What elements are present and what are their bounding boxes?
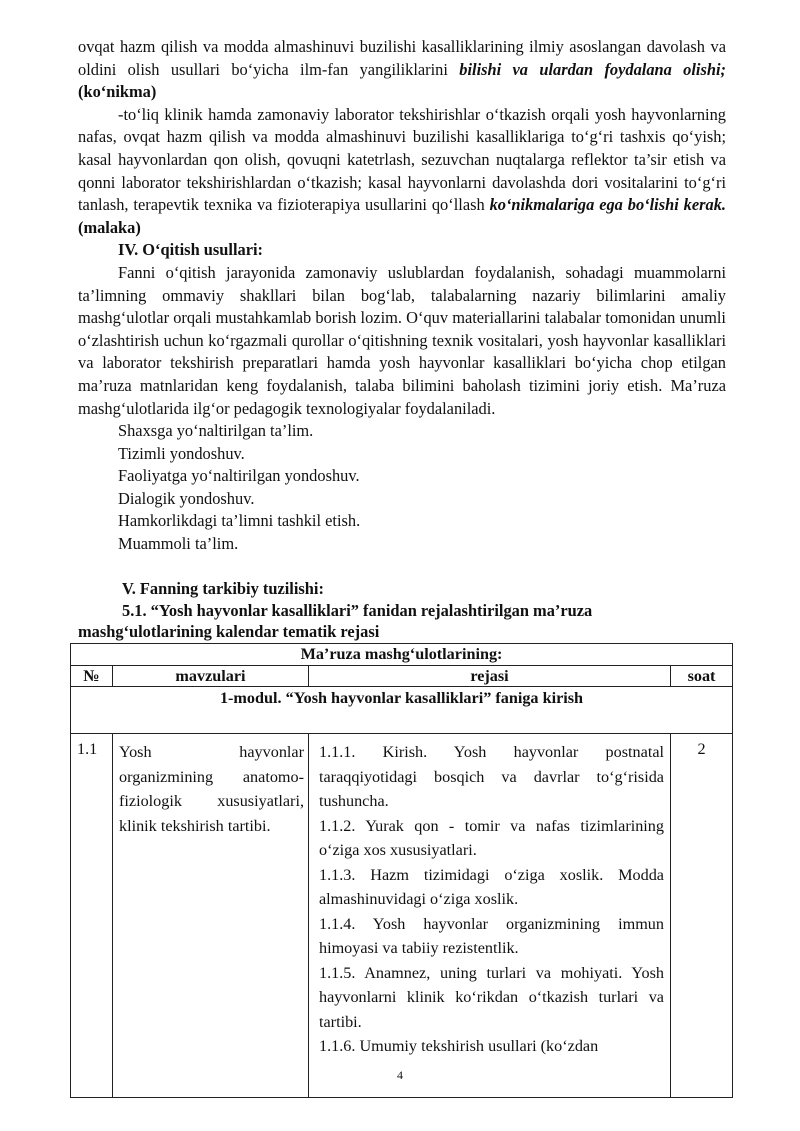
row-plan xyxy=(309,734,671,1098)
plan-item: 1.1.4. Yosh hayvonlar organizmining immun himoyasi va tabiiy rezistentlik. xyxy=(319,914,664,957)
document-body xyxy=(78,36,726,641)
paragraph-2-emphasis: ko‘nikmalariga ega bo‘lishi kerak. xyxy=(489,195,726,215)
section-4-heading: IV. O‘qitish usullari: xyxy=(118,240,263,260)
paragraph-1-tail: (ko‘nikma) xyxy=(78,82,157,102)
paragraph-1 xyxy=(78,36,726,104)
section-5-subheading-line1: 5.1. “Yosh hayvonlar kasalliklari” fanidan rejalashtirilgan ma’ruza xyxy=(122,601,593,621)
plan-item: 1.1.5. Anamnez, uning turlari va mohiyati. Yosh hayvonlarni klinik ko‘rikdan o‘tkazish turlari va tartibi. xyxy=(319,963,664,1031)
lecture-plan-table xyxy=(70,643,732,1098)
list-item: Shaxsga yo‘naltirilgan ta’lim. xyxy=(118,421,314,441)
list-item: Hamkorlikdagi ta’limni tashkil etish. xyxy=(118,511,361,531)
column-header-hours: soat xyxy=(671,666,733,687)
row-number: 1.1 xyxy=(71,734,113,1098)
list-item: Dialogik yondoshuv. xyxy=(118,488,255,508)
row-topic: Yosh hayvonlar organizmining anatomo-fiziologik xususiyatlari, klinik tekshirish tartibi. xyxy=(113,734,309,1098)
methods-list xyxy=(118,420,726,556)
page-number: 4 xyxy=(397,1068,403,1082)
paragraph-2-text: -to‘liq klinik hamda zamonaviy laborator tekshirishlar o‘tkazish orqali yosh hayvonlarning nafas, ovqat hazm qilish va modda almashinuvi buzilishi kasalliklariga to‘g‘ri tashxis qo‘yish; kasal hayvonlardan qon olish, qovuqni katetrlash, sezuvchan nuqtalarga reflektor ta’sir etish va qonni laborator tekshirishlardan o‘tkazish; kasal hayvonlarni davolashda dori vositalarini to‘g‘ri tanlash, terapevtik texnika va fizioterapiya usullarini qo‘llash xyxy=(78,104,726,215)
plan-item: 1.1.1. Kirish. Yosh hayvonlar postnatal taraqqiyotidagi bosqich va davrlar to‘g‘risida tushuncha. xyxy=(319,743,664,810)
table-row xyxy=(71,734,733,1098)
list-item: Tizimli yondoshuv. xyxy=(118,443,245,463)
module-title: 1-modul. “Yosh hayvonlar kasalliklari” faniga kirish xyxy=(71,687,733,734)
paragraph-3: Fanni o‘qitish jarayonida zamonaviy uslublardan foydalanish, sohadagi muammolarni ta’limning ommaviy shakllari bilan bog‘lab, talabalarning nazariy bilimlarini amaliy mashg‘ulotlar orqali mustahkamlab borish lozim. O‘quv materiallarini talabalar tomonidan unumli o‘zlashtirish uchun ko‘rgazmali qurollar o‘qitishning texnik vositalari, yosh hayvonlar kasalliklari va laborator tekshirish preparatlari hamda yosh hayvonlar kasalliklari bo‘yicha chop etilgan ma’ruza matnlaridan keng foydalanish, talaba bilimini baholash tizimini joriy etish. Ma’ruza mashg‘ulotlarida ilg‘or pedagogik texnologiyalar foydalaniladi. xyxy=(78,262,726,418)
paragraph-1-emphasis: bilishi va ulardan foydalana olishi; xyxy=(459,59,726,79)
section-5-heading: V. Fanning tarkibiy tuzilishi: xyxy=(122,578,324,598)
paragraph-1-text: ovqat hazm qilish va modda almashinuvi buzilishi kasalliklarining ilmiy asoslangan davolash va oldini olish usullari bo‘yicha ilm-fan yangiliklarini xyxy=(78,37,726,79)
column-header-topics: mavzulari xyxy=(113,666,309,687)
section-5-subheading-line2: mashg‘ulotlarining kalendar tematik rejasi xyxy=(78,621,380,641)
plan-item: 1.1.6. Umumiy tekshirish usullari (ko‘zdan xyxy=(319,1037,599,1055)
table-title: Ma’ruza mashg‘ulotlarining: xyxy=(71,644,733,666)
column-header-number: № xyxy=(71,666,113,687)
plan-item: 1.1.3. Hazm tizimidagi o‘ziga xoslik. Modda almashinuvidagi o‘ziga xoslik. xyxy=(319,865,664,908)
list-item: Faoliyatga yo‘naltirilgan yondoshuv. xyxy=(118,466,360,486)
paragraph-2 xyxy=(78,104,726,240)
list-item: Muammoli ta’lim. xyxy=(118,534,239,554)
row-hours: 2 xyxy=(671,734,733,1098)
plan-item: 1.1.2. Yurak qon - tomir va nafas tizimlarining o‘ziga xos xususiyatlari. xyxy=(319,816,664,859)
paragraph-2-tail: (malaka) xyxy=(78,217,141,237)
column-header-plan: rejasi xyxy=(309,666,671,687)
